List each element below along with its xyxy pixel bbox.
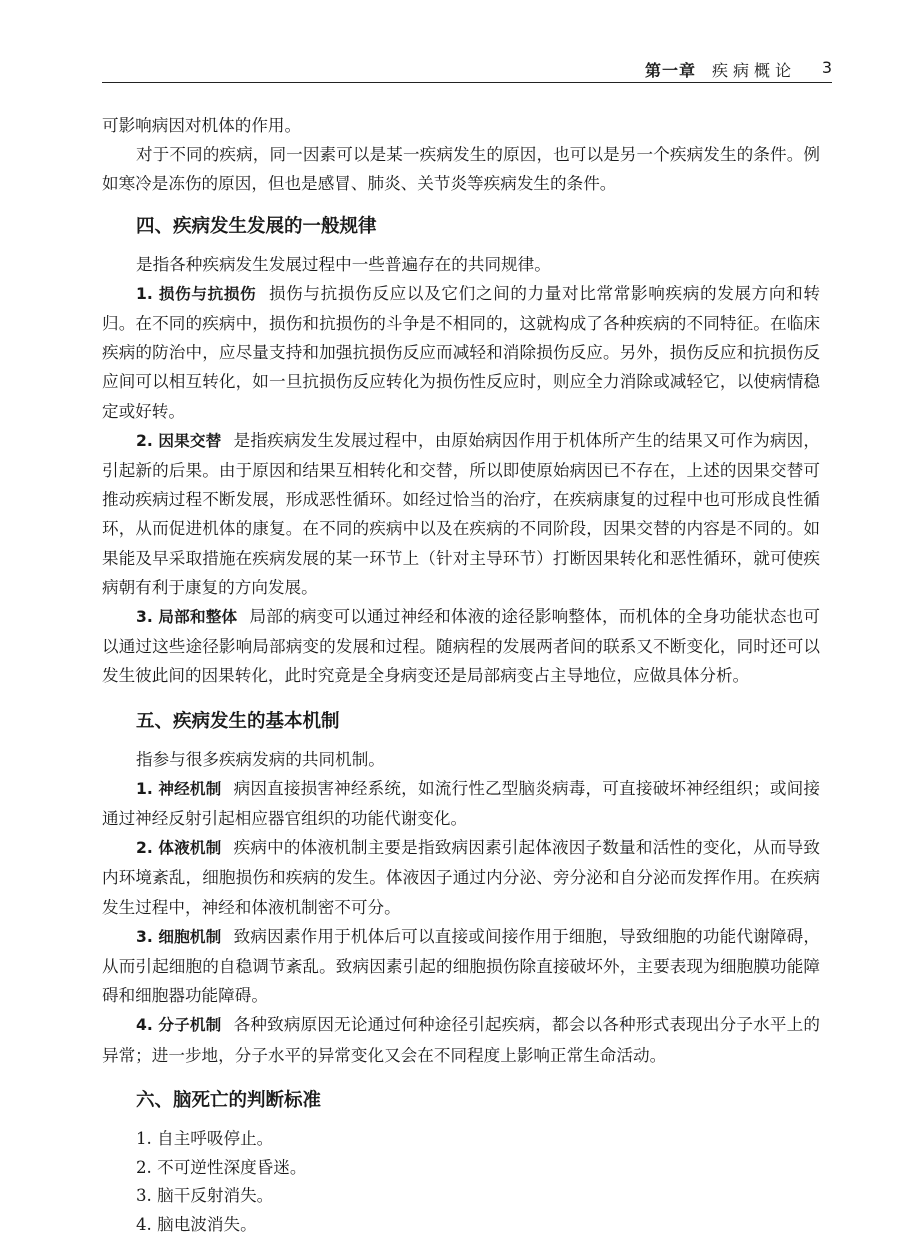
item-text: 病因直接损害神经系统，如流行性乙型脑炎病毒，可直接破坏神经组织；或间接通过神经反射引起相应器官组织的功能代谢变化。 [102,778,821,829]
item-term: 2. 体液机制 [136,839,222,858]
page-number: 3 [821,58,832,77]
section-4-intro: 是指各种疾病发生发展过程中一些普遍存在的共同规律。 [136,254,551,274]
item-term: 3. 细胞机制 [136,927,222,946]
section-4-item-1 [102,279,820,426]
brain-death-criteria-list [102,1125,820,1240]
item-term: 1. 神经机制 [136,779,222,798]
item-text: 损伤与抗损伤反应以及它们之间的力量对比常常影响疾病的发展方向和转归。在不同的疾病中，损伤和抗损伤的斗争是不相同的，这就构成了各种疾病的不同特征。在临床疾病的防治中，应尽量支持和加强抗损伤反应而减轻和消除损伤反应。另外，损伤反应和抗损伤反应间可以相互转化，如一旦抗损伤反应转化为损伤性反应时，则应全力消除或减轻它，以使病情稳定或好转。 [102,283,821,421]
item-term: 4. 分子机制 [136,1016,222,1035]
item-term: 2. 因果交替 [136,431,222,450]
chapter-label: 第一章 [644,61,696,80]
section-5-item-3 [102,922,820,1011]
item-text: 各种致病原因无论通过何种途径引起疾病，都会以各种形式表现出分子水平上的异常；进一步地，分子水平的异常变化又会在不同程度上影响正常生命活动。 [102,1015,821,1065]
list-item: 1. 自主呼吸停止。 [136,1128,274,1148]
item-term: 1. 损伤与抗损伤 [136,284,257,303]
item-text: 局部的病变可以通过神经和体液的途径影响整体，而机体的全身功能状态也可以通过这些途径影响局部病变的发展和过程。随病程的发展两者间的联系又不断变化，同时还可以发生彼此间的因果转化，此时究竟是全身病变还是局部病变占主导地位，应做具体分析。 [102,607,821,686]
item-term: 3. 局部和整体 [136,608,238,627]
section-4-item-2 [102,426,820,602]
list-item: 2. 不可逆性深度昏迷。 [136,1157,307,1177]
page-body [102,111,820,1240]
list-item: 3. 脑干反射消失。 [136,1186,274,1206]
item-text: 疾病中的体液机制主要是指致病因素引起体液因子数量和活性的变化，从而导致内环境紊乱，细胞损伤和疾病的发生。体液因子通过内分泌、旁分泌和自分泌而发挥作用。在疾病发生过程中，神经和体液机制密不可分。 [102,838,821,917]
section-5-intro: 指参与很多疾病发病的共同机制。 [136,749,385,769]
list-item: 4. 脑电波消失。 [136,1215,257,1235]
section-heading-6: 六、脑死亡的判断标准 [136,1089,322,1111]
section-heading-4: 四、疾病发生发展的一般规律 [136,215,377,237]
section-5-item-2 [102,833,820,922]
intro-paragraph-2: 对于不同的疾病，同一因素可以是某一疾病发生的原因，也可以是另一个疾病发生的条件。例如寒冷是冻伤的原因，但也是感冒、肺炎、关节炎等疾病发生的条件。 [102,145,820,194]
item-text: 致病因素作用于机体后可以直接或间接作用于细胞，导致细胞的功能代谢障碍，从而引起细胞的自稳调节紊乱。致病因素引起的细胞损伤除直接破坏外，主要表现为细胞膜功能障碍和细胞器功能障碍。 [102,926,821,1006]
chapter-title: 疾病概论 [711,61,796,80]
section-5-item-1 [102,774,820,833]
running-header [102,56,832,83]
intro-paragraph-1: 可影响病因对机体的作用。 [102,116,302,135]
section-heading-5: 五、疾病发生的基本机制 [136,710,340,732]
section-5-item-4 [102,1010,820,1069]
item-text: 是指疾病发生发展过程中，由原始病因作用于机体所产生的结果又可作为病因，引起新的后果。由于原因和结果互相转化和交替，所以即使原始病因已不存在，上述的因果交替可推动疾病过程不断发展，形成恶性循环。如经过恰当的治疗，在疾病康复的过程中也可形成良性循环，从而促进机体的康复。在不同的疾病中以及在疾病的不同阶段，因果交替的内容是不同的。如果能及早采取措施在疾病发展的某一环节上（针对主导环节）打断因果转化和恶性循环，就可使疾病朝有利于康复的方向发展。 [102,430,821,597]
section-4-item-3 [102,602,820,691]
